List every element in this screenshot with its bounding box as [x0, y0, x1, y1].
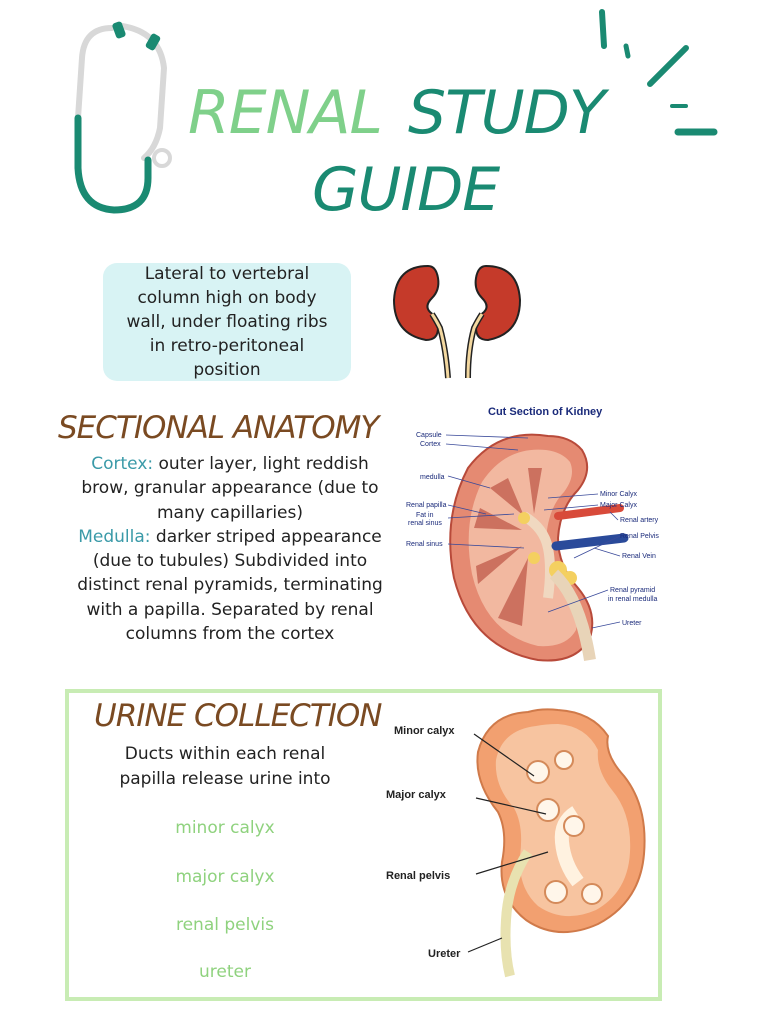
medulla-term: Medulla: — [78, 526, 151, 547]
kidney-cut-section-figure — [398, 398, 668, 670]
label-major-calyx: Major Calyx — [600, 502, 637, 509]
figure-label-ureter: Ureter — [428, 948, 461, 960]
sparkle-lines-icon — [590, 6, 730, 146]
label-renal-sinus: Renal sinus — [406, 541, 443, 548]
figure-label-renal-pelvis: Renal pelvis — [386, 870, 451, 882]
figure-title: Cut Section of Kidney — [488, 406, 603, 418]
location-note: Lateral to vertebral column high on body wall, under floating ribs in retro-peritoneal position — [126, 264, 328, 380]
medulla-description: darker striped appearance (due to tubules) Subdivided into distinct renal pyramids, terminating with a papilla. Separated by renal columns from the cortex — [77, 526, 383, 645]
figure-label-major-calyx: Major calyx — [386, 789, 446, 801]
title-word-guide: GUIDE — [312, 155, 500, 225]
label-pyramid-line2: in renal medulla — [608, 596, 658, 603]
urine-collection-figure — [378, 702, 654, 982]
title-word-study: STUDY — [408, 78, 605, 148]
label-fat-line1: Fat in — [416, 512, 434, 519]
cortex-description: outer layer, light reddish brow, granular appearance (due to many capillaries) — [81, 454, 379, 523]
location-note-box — [103, 263, 351, 381]
list-item-major-calyx: major calyx — [175, 867, 275, 887]
urine-collection-text: Ducts within each renal papilla release urine into — [119, 744, 331, 789]
kidneys-icon — [388, 258, 528, 380]
list-item-renal-pelvis: renal pelvis — [175, 915, 274, 935]
label-cortex: Cortex — [420, 441, 441, 448]
label-pyramid-line1: Renal pyramid — [610, 587, 656, 594]
label-renal-pelvis: Renal Pelvis — [620, 533, 659, 540]
title-word-renal: RENAL — [188, 78, 382, 148]
label-minor-calyx: Minor Calyx — [600, 491, 637, 498]
label-fat-line2: renal sinus — [408, 520, 442, 527]
label-capsule: Capsule — [416, 432, 442, 439]
label-renal-artery: Renal artery — [620, 517, 659, 524]
sectional-anatomy-heading: SECTIONAL ANATOMY — [58, 410, 379, 446]
stethoscope-icon — [64, 18, 184, 218]
cortex-term: Cortex: — [91, 454, 154, 474]
list-item-minor-calyx: minor calyx — [175, 818, 275, 838]
sectional-anatomy-text — [70, 452, 390, 646]
label-medulla: medulla — [420, 474, 445, 481]
list-item-ureter: ureter — [199, 962, 251, 982]
label-ureter: Ureter — [622, 620, 642, 627]
label-renal-vein: Renal Vein — [622, 553, 656, 560]
figure-label-minor-calyx: Minor calyx — [394, 725, 455, 737]
label-renal-papilla: Renal papilla — [406, 502, 447, 509]
urine-collection-heading: URINE COLLECTION — [94, 698, 382, 734]
